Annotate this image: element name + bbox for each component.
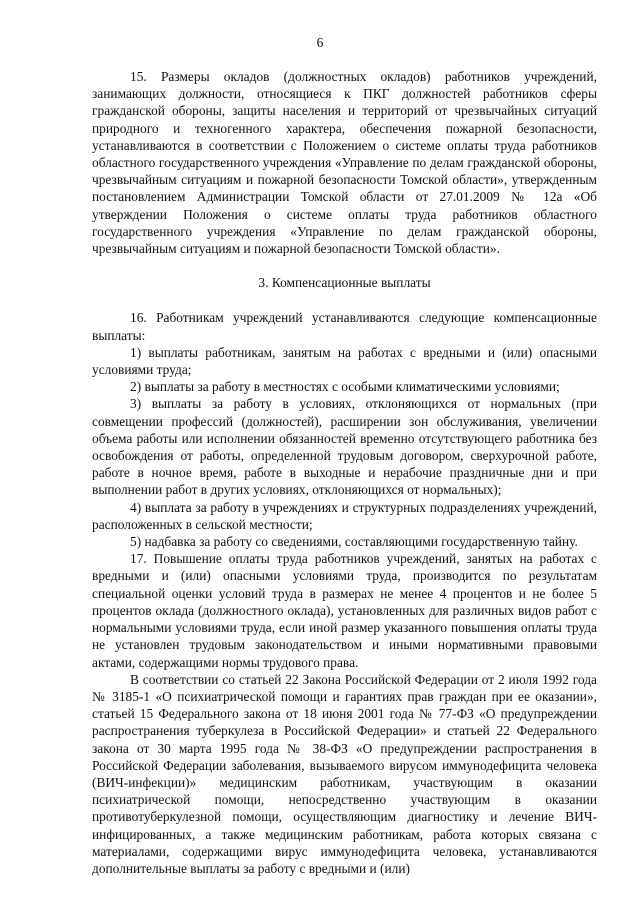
list-item-5: 5) надбавка за работу со сведениями, составляющими государственную тайну. [130, 534, 578, 550]
paragraph-legal-basis: В соответствии со статьей 22 Закона Российской Федерации от 2 июля 1992 года № 3185-1 «О психиатрической помощи и гарантиях прав граждан при ее оказании», статьей 15 Федерального закона от 18 июня 2001 года № 77-ФЗ «О предупреждении распространения туберкулеза в Российской Федерации» и статьей 22 Федерального закона от 30 марта 1995 года № 38-ФЗ «О предупреждении распространения в Российской Федерации заболевания, вызываемого вирусом иммунодефицита человека (ВИЧ-инфекции)» медицинским работникам, участвующим в оказании психиатрической помощи, непосредственно участвующим в оказании противотуберкулезной помощи, осуществляющим диагностику и лечение ВИЧ-инфицированных, а также медицинским работникам, работа которых связана с материалами, содержащими вирус иммунодефицита человека, устанавливаются дополнительные выплаты за работу с вредными и (или) [92, 671, 597, 876]
list-item-4: 4) выплата за работу в учреждениях и структурных подразделениях учреждений, расположенных в сельской местности; [92, 499, 597, 532]
list-item-1: 1) выплаты работникам, занятым на работах с вредными и (или) опасными условиями труда; [92, 344, 597, 378]
paragraph-17: 17. Повышение оплаты труда работников учреждений, занятых на работах с вредными и (или) опасными условиями труда, производится по результатам специальной оценки условий труда в размерах не менее 4 процентов и не более 5 процентов оклада (должностного оклада), установленных для различных видов работ с нормальными условиями труда, если иной размер указанного повышения оплаты труда не установлен трудовым законодательством и иными нормативными правовыми актами, содержащими нормы трудового права. [92, 551, 597, 670]
document-body [92, 68, 597, 877]
paragraph-16: 16. Работникам учреждений устанавливаются следующие компенсационные выплаты: [92, 310, 597, 343]
list-item-2: 2) выплаты за работу в местностях с особыми климатическими условиями; [130, 379, 560, 395]
paragraph-15: 15. Размеры окладов (должностных окладов) работников учреждений, занимающих должности, относящиеся к ПКГ должностей работников сферы гражданской обороны, защиты населения и территорий от чрезвычайных ситуаций природного и техногенного характера, обеспечения пожарной безопасности, устанавливаются в соответствии с Положением о системе оплаты труда работников областного государственного учреждения «Управление по делам гражданской обороны, чрезвычайным ситуациям и пожарной безопасности Томской области», утвержденным постановлением Администрации Томской области от 27.01.2009 № 12а «Об утверждении Положения о системе оплаты труда работников областного государственного учреждения «Управление по делам гражданской обороны, чрезвычайным ситуациям и пожарной безопасности Томской области». [92, 69, 597, 257]
section-heading: 3. Компенсационные выплаты [258, 275, 431, 291]
list-item-3: 3) выплаты за работу в условиях, отклоняющихся от нормальных (при совмещении профессий (должностей), расширении зон обслуживания, увеличении объема работы или исполнении обязанностей временно отсутствующего работника без освобождения от работы, определенной трудовым договором, сверхурочной работе, работе в ночное время, работе в выходные и нерабочие праздничные дни и при выполнении работ в других условиях, отклоняющихся от нормальных); [92, 396, 597, 498]
page-number: 6 [316, 35, 324, 50]
